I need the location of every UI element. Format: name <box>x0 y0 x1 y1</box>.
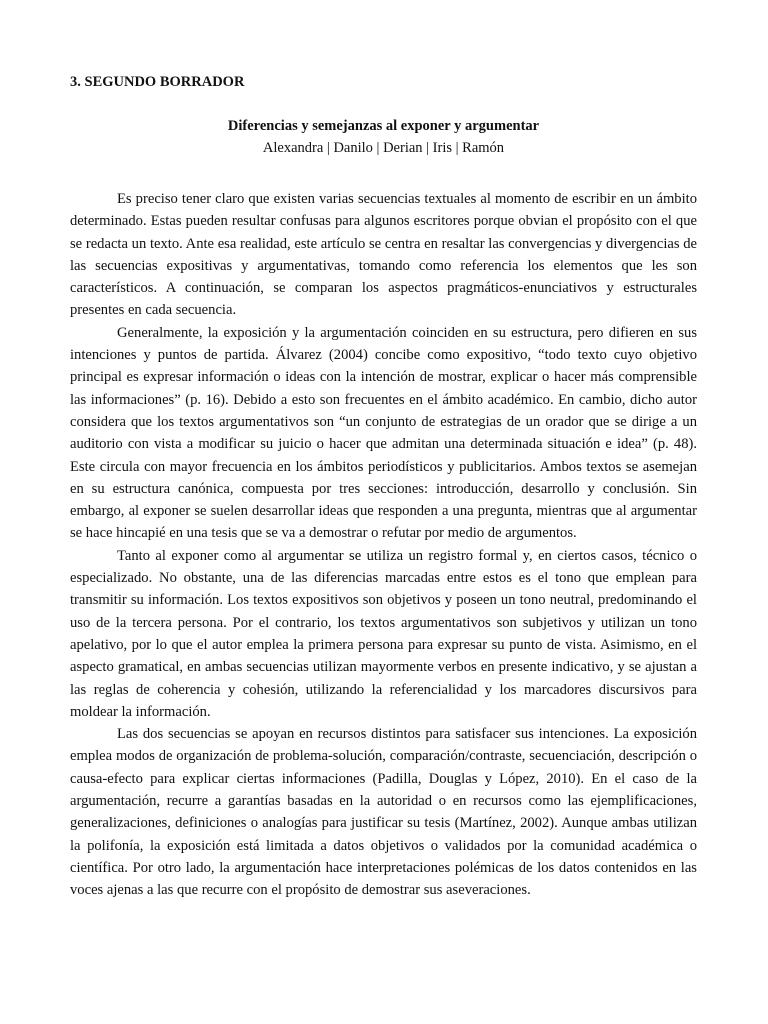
body-text <box>70 188 697 902</box>
paragraph: Generalmente, la exposición y la argumentación coinciden en su estructura, pero difieren en sus intenciones y puntos de partida. Álvarez (2004) concibe como expositivo, “todo texto cuyo objetivo principal es expresar información o ideas con la intención de mostrar, explicar o hacer más comprensible las informaciones” (p. 16). Debido a esto son frecuentes en el ámbito académico. En cambio, dicho autor considera que los textos argumentativos son “un conjunto de estrategias de un orador que se dirige a un auditorio con vista a modificar su juicio o hacer que admitan una determinada situación e idea” (p. 48). Este circula con mayor frecuencia en los ámbitos periodísticos y publicitarios. Ambos textos se asemejan en su estructura canónica, compuesta por tres secciones: introducción, desarrollo y conclusión. Sin embargo, al exponer se suelen desarrollar ideas que responden a una pregunta, mientras que al argumentar se hace hincapié en una tesis que se va a demostrar o refutar por medio de argumentos. <box>70 324 697 542</box>
paragraph: Es preciso tener claro que existen varias secuencias textuales al momento de escribir en un ámbito determinado. Estas pueden resultar confusas para algunos escritores porque obvian el propósito con el que se redacta un texto. Ante esa realidad, este artículo se centra en resaltar las convergencias y divergencias de las secuencias expositivas y argumentativas, tomando como referencia los elementos que les son característicos. A continuación, se comparan los aspectos pragmáticos-enunciativos y estructurales presentes en cada secuencia. <box>70 191 697 319</box>
paragraph: Tanto al exponer como al argumentar se utiliza un registro formal y, en ciertos casos, técnico o especializado. No obstante, una de las diferencias marcadas entre estos es el tono que emplean para transmitir su información. Los textos expositivos son objetivos y poseen un tono neutral, predominando el uso de la tercera persona. Por el contrario, los textos argumentativos son subjetivos y utilizan un tono apelativo, por lo que el autor emplea la primera persona para expresar su punto de vista. Asimismo, en el aspecto gramatical, en ambas secuencias utilizan mayormente verbos en presente indicativo, y se ajustan a las reglas de coherencia y cohesión, utilizando la referencialidad y los marcadores discursivos para moldear la información. <box>70 547 697 720</box>
paragraph: Las dos secuencias se apoyan en recursos distintos para satisfacer sus intenciones. La exposición emplea modos de organización de problema-solución, comparación/contraste, secuenciación, descripción o causa-efecto para explicar ciertas informaciones (Padilla, Douglas y López, 2010). En el caso de la argumentación, recurre a garantías basadas en la autoridad o en recursos como las ejemplificaciones, generalizaciones, definiciones o analogías para justificar su tesis (Martínez, 2002). Aunque ambas utilizan la polifonía, la exposición está limitada a datos objetivos o validados por la comunidad académica o científica. Por otro lado, la argumentación hace interpretaciones polémicas de los datos contenidos en las voces ajenas a las que recurre con el propósito de demostrar sus aseveraciones. <box>70 726 697 899</box>
section-heading: 3. SEGUNDO BORRADOR <box>70 74 245 90</box>
document-page <box>70 72 697 902</box>
author-list: Alexandra | Danilo | Derian | Iris | Ramón <box>262 140 505 156</box>
document-title: Diferencias y semejanzas al exponer y argumentar <box>227 118 540 134</box>
